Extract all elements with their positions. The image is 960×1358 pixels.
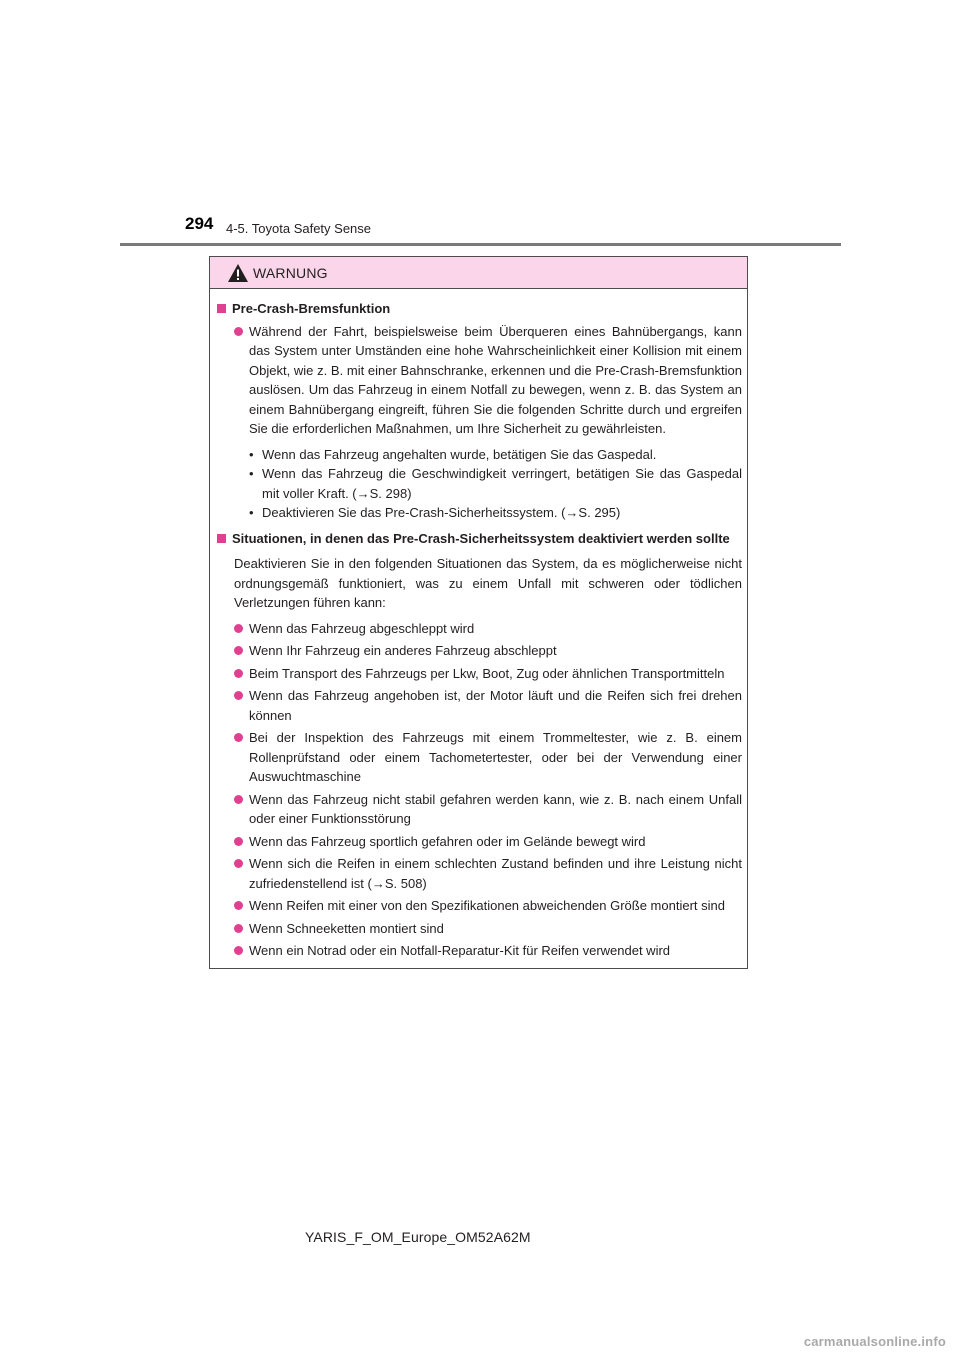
warning-header bbox=[210, 257, 747, 289]
header-rule bbox=[120, 243, 841, 246]
square-bullet-icon bbox=[217, 534, 226, 543]
sub-list-item: • Wenn das Fahrzeug angehalten wurde, betätigen Sie das Gaspedal. bbox=[249, 446, 657, 462]
circle-bullet-icon bbox=[234, 837, 243, 846]
list-item: Beim Transport des Fahrzeugs per Lkw, Boot, Zug oder ähnlichen Transportmitteln bbox=[217, 664, 742, 684]
warning-title: WARNUNG bbox=[253, 264, 328, 281]
circle-bullet-icon bbox=[234, 859, 243, 868]
footer-doc-code: YARIS_F_OM_Europe_OM52A62M bbox=[305, 1229, 531, 1245]
circle-bullet-icon bbox=[234, 924, 243, 933]
circle-bullet-icon bbox=[234, 327, 243, 336]
sub-list-item: • Deaktivieren Sie das Pre-Crash-Sicherheitssystem. (→S. 295) bbox=[249, 505, 621, 520]
list-item: Wenn das Fahrzeug abgeschleppt wird bbox=[217, 619, 742, 639]
list-item: Wenn Schneeketten montiert sind bbox=[217, 919, 742, 939]
circle-bullet-icon bbox=[234, 946, 243, 955]
circle-bullet-icon bbox=[234, 901, 243, 910]
page-number: 294 bbox=[185, 214, 214, 233]
warning-triangle-icon bbox=[227, 263, 249, 283]
watermark: carmanualsonline.info bbox=[803, 1334, 946, 1349]
list-item: Wenn ein Notrad oder ein Notfall-Reparatur-Kit für Reifen verwendet wird bbox=[217, 941, 742, 961]
circle-bullet-icon bbox=[234, 733, 243, 742]
warning-box bbox=[209, 256, 748, 969]
list-item: Wenn das Fahrzeug angehoben ist, der Motor läuft und die Reifen sich frei drehen können bbox=[217, 686, 742, 725]
list-item: Während der Fahrt, beispielsweise beim Überqueren eines Bahnübergangs, kann das System unter Umständen eine hohe Wahrscheinlichkeit einer Kollision mit einem Objekt, wie z. B. mit einer Bahnschranke, erkennen und die Pre-Crash-Bremsfunktion auslösen. Um das Fahrzeug in einem Notfall zu bewegen, wenn z. B. das System an einem Bahnübergang eingreift, führen Sie die folgenden Schritte durch und ergreifen Sie die erforderlichen Maßnahmen, um Ihre Sicherheit zu gewährleisten. bbox=[217, 322, 742, 439]
circle-bullet-icon bbox=[234, 646, 243, 655]
list-item: Wenn Ihr Fahrzeug ein anderes Fahrzeug abschleppt bbox=[217, 641, 742, 661]
circle-bullet-icon bbox=[234, 624, 243, 633]
list-item: Wenn sich die Reifen in einem schlechten Zustand befinden und ihre Leistung nicht zufriedenstellend ist (→S. 508) bbox=[217, 854, 742, 893]
section-title: 4-5. Toyota Safety Sense bbox=[226, 221, 372, 236]
list-item: Wenn Reifen mit einer von den Spezifikationen abweichenden Größe montiert sind bbox=[217, 896, 742, 916]
section-heading: Situationen, in denen das Pre-Crash-Sicherheitssystem deaktiviert werden sollte bbox=[217, 529, 742, 549]
circle-bullet-icon bbox=[234, 669, 243, 678]
warning-body bbox=[210, 289, 747, 961]
circle-bullet-icon bbox=[234, 795, 243, 804]
list-item: Wenn das Fahrzeug nicht stabil gefahren werden kann, wie z. B. nach einem Unfall oder einer Funktionsstörung bbox=[217, 790, 742, 829]
section-heading: Pre-Crash-Bremsfunktion bbox=[217, 299, 742, 319]
list-item: Wenn das Fahrzeug sportlich gefahren oder im Gelände bewegt wird bbox=[217, 832, 742, 852]
list-item: Bei der Inspektion des Fahrzeugs mit einem Trommeltester, wie z. B. einem Rollenprüfstand oder einem Tachometertester, oder bei der Verwendung einer Auswuchtmaschine bbox=[217, 728, 742, 787]
square-bullet-icon bbox=[217, 304, 226, 313]
section-intro: Deaktivieren Sie in den folgenden Situationen das System, da es möglicherweise nicht ordnungsgemäß funktioniert, was zu einem Unfall mit schweren oder tödlichen Verletzungen führen kann: bbox=[234, 556, 742, 610]
circle-bullet-icon bbox=[234, 691, 243, 700]
sub-list-item: • Wenn das Fahrzeug die Geschwindigkeit verringert, betätigen Sie das Gaspedal mit voller Kraft. (→S. 298) bbox=[249, 466, 742, 501]
